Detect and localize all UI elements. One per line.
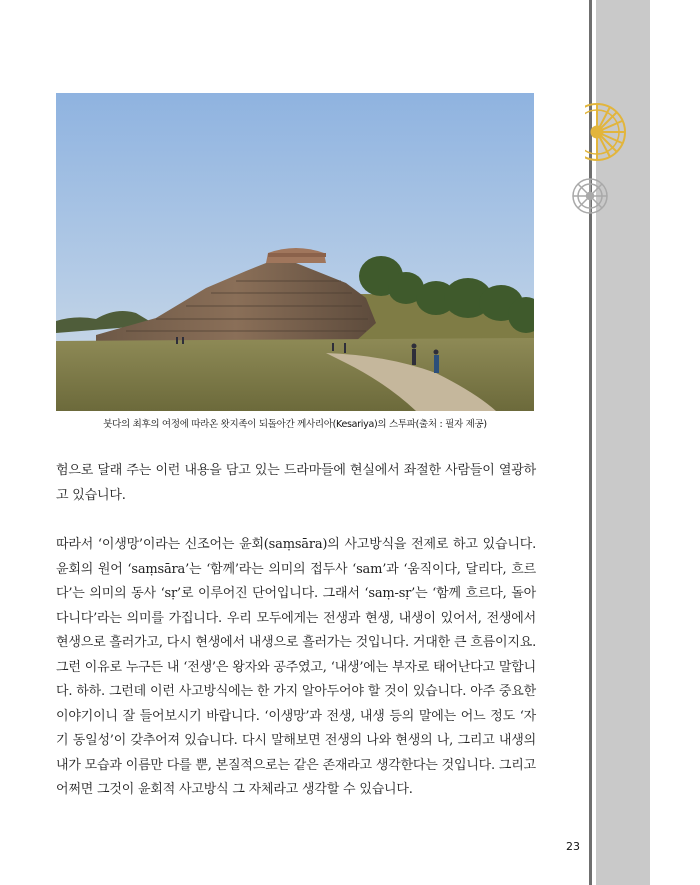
body-paragraph-1	[56, 459, 536, 508]
body-paragraph-2	[56, 533, 536, 803]
figure-caption: 붓다의 최후의 여정에 따라온 왓지족이 되돌아간 께사리아(Kesariya)의 스투파(출처 : 필자 제공)	[103, 419, 487, 430]
dharma-wheel-gray-icon	[570, 176, 610, 216]
paragraph-text: 따라서 ‘이생망’이라는 신조어는 윤회(saṃsāra)의 사고방식을 전제로 하고 있습니다. 윤회의 원어 ‘saṃsāra’는 ‘함께’라는 의미의 접두사 ‘sam’과 ‘움직이다, 달리다, 흐르다’는 의미의 동사 ‘sṛ’로 이루어진 단어입니다. 그래서 ‘saṃ-sṛ’는 ‘함께 흐르다, 돌아다니다’라는 의미를 가집니다. 우리 모두에게는 전생과 현생, 내생이 있어서, 전생에서 현생으로 흘러가고, 다시 현생에서 내생으로 흘러가는 것입니다. 거대한 큰 흐름이지요. 그런 이유로 누구든 내 ‘전생’은 왕자와 공주였고, ‘내생’에는 부자로 태어난다고 말합니다. 하하. 그런데 이런 사고방식에는 한 가지 알아두어야 할 것이 있습니다. 아주 중요한 이야기이니 잘 들어보시기 바랍니다. ‘이생망’과 전생, 내생 등의 말에는 어느 정도 ‘자기 동일성’이 갖추어져 있습니다. 다시 말해보면 전생의 나와 현생의 나, 그리고 내생의 내가 모습과 이름만 다를 뿐, 본질적으로는 같은 존재라고 생각한다는 것입니다. 그리고 어쩌면 그것이 윤회적 사고방식 그 자체라고 생각할 수 있습니다.	[56, 537, 536, 797]
paragraph-text: 험으로 달래 주는 이런 내용을 담고 있는 드라마들에 현실에서 좌절한 사람들이 열광하고 있습니다.	[56, 463, 536, 503]
page-number: 23	[566, 840, 580, 853]
dharma-wheel-gold-icon	[585, 99, 627, 165]
stupa-photo	[56, 93, 534, 411]
